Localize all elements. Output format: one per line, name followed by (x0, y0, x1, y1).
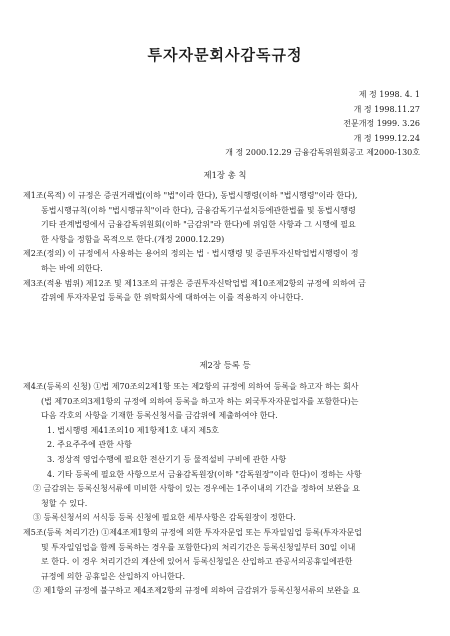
article-line: 다음 각호의 사항을 기재한 등록신청서를 금감위에 제출하여야 한다. (41, 411, 278, 421)
article-line: 기타 관계법령에서 금융감독위원회(이하 "금감위"라 한다)에 위임한 사항과 그 시행에 필요 (41, 220, 356, 230)
list-item: 2. 주요주주에 관한 사항 (47, 440, 132, 450)
article-line: 감위에 투자자문업 등록을 한 위탁회사에 대하여는 이를 적용하지 아니한다. (41, 293, 304, 303)
article-line: 제5조(등록 처리기간) ①제4조제1항의 규정에 의한 투자자문업 또는 투자일임업 등록(투자자문업 (23, 527, 362, 537)
article-line: 규정에 의한 공휴일은 산입하지 아니한다. (41, 571, 186, 581)
history-line: 제 정 1998. 4. 1 (358, 90, 420, 99)
article-5 (23, 526, 433, 599)
article-line: 청할 수 있다. (41, 498, 88, 508)
article-paragraph: ③ 등록신청서의 서식등 등록 신청에 필요한 세부사항은 감독원장이 정한다. (33, 513, 296, 523)
article-line: 제3조(적용 범위) 제12조 및 제13조의 규정은 증권투자신탁업법 제10조제2항의 규정에 의하여 금 (23, 278, 366, 288)
list-item: 3. 정상적 영업수행에 필요한 전산기기 등 물적설비 구비에 관한 사항 (47, 454, 287, 464)
article-line: 및 투자일임업을 함께 등록하는 경우를 포함한다)의 처리기간은 등록신청일부터 30일 이내 (41, 542, 356, 552)
article-line: 제2조(정의) 이 규정에서 사용하는 용어의 정의는 법 · 법시행령 및 증권투자신탁업법시행령이 정 (23, 249, 359, 259)
history-line: 전문개정 1999. 3.26 (343, 119, 420, 128)
article-line: 제1조(목적) 이 규정은 증권거래법(이하 "법"이라 한다), 동법시행령(이하 "법시행령"이라 한다), (23, 191, 358, 200)
revision-history (160, 88, 420, 161)
chapter-2-articles (23, 380, 433, 599)
document-title: 투자자문회사감독규정 (147, 46, 303, 64)
chapter-1-heading: 제1장 총 칙 (203, 170, 247, 180)
chapter-1-articles (23, 189, 433, 306)
list-item: 4. 기타 등록에 필요한 사항으로서 금융감독원장(이하 "감독원장"이라 한다)이 정하는 사항 (47, 469, 362, 479)
article-line: 동법시행규칙(이하 "법시행규칙"이라 한다), 금융감독기구설치등에관한법률 및 동법시행령 (41, 205, 356, 215)
article-line: 로 한다. 이 경우 처리기간의 계산에 있어서 등록신청일은 산입하고 관공서의공휴일에관한 (41, 557, 353, 567)
article-2 (23, 247, 433, 276)
article-1 (23, 189, 433, 247)
history-line: 개 정 2000.12.29 금융감독위원회공고 제2000-130호 (225, 148, 420, 157)
article-line: (법 제70조의3제1항의 규정에 의하여 등록을 하고자 하는 외국투자자문업자를 포함한다)는 (41, 396, 359, 406)
article-paragraph: ② 제1항의 규정에 불구하고 제4조제2항의 규정에 의하여 금감위가 등록신청서류의 보완을 요 (33, 586, 360, 596)
article-line: 제4조(등록의 신청) ①법 제70조의2제1항 또는 제2항의 규정에 의하여 등록을 하고자 하는 회사 (23, 382, 359, 391)
article-line: 한 사항을 정함을 목적으로 한다.(개정 2000.12.29) (41, 234, 225, 244)
article-line: 하는 바에 의한다. (41, 263, 103, 273)
article-paragraph: ② 금감위는 등록신청서류에 미비한 사항이 있는 경우에는 1주이내의 기간을 정하여 보완을 요 (33, 484, 360, 494)
chapter-2-heading: 제2장 등록 등 (199, 360, 251, 370)
article-3 (23, 277, 433, 306)
list-item: 1. 법시행령 제41조의10 제1항제1호 내지 제5호 (47, 425, 219, 435)
article-4 (23, 380, 433, 526)
history-line: 개 정 1999.12.24 (353, 133, 420, 143)
history-line: 개 정 1998.11.27 (353, 104, 420, 114)
